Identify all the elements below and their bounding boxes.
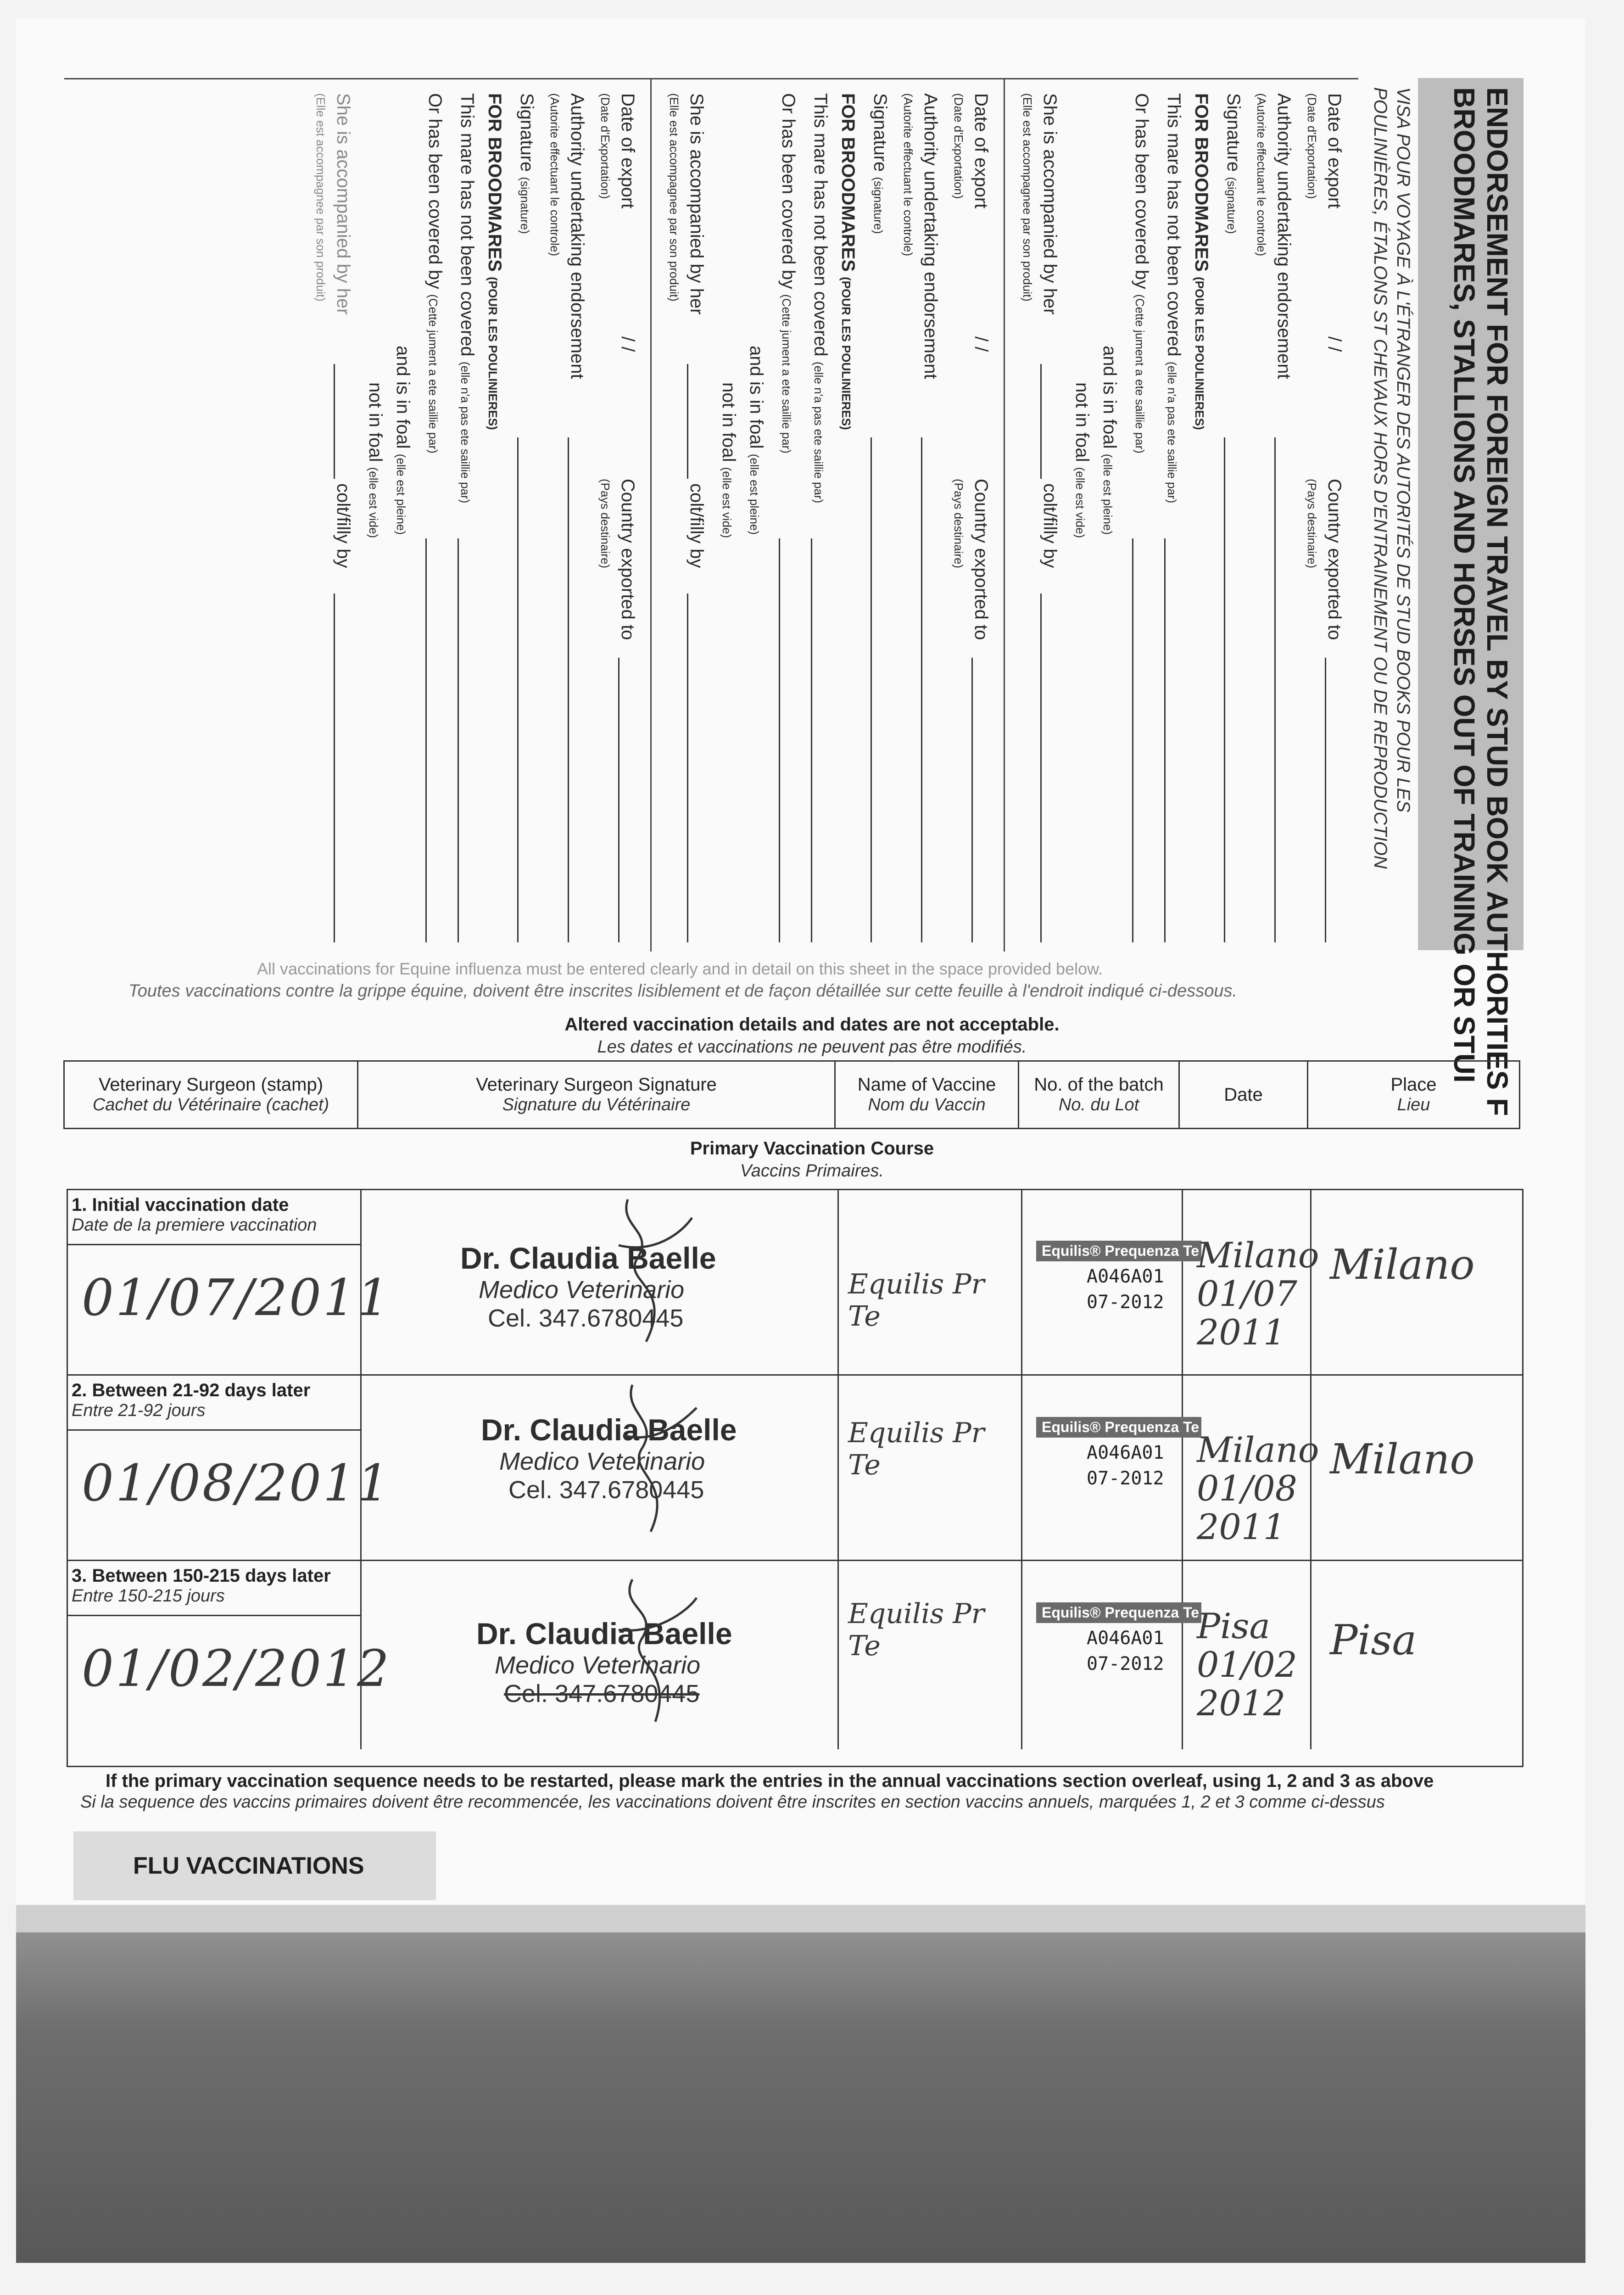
vaccine-name: Equilis Pr Te xyxy=(848,1598,985,1662)
date-slashes: / / xyxy=(618,336,638,352)
date-cell xyxy=(68,1561,391,1749)
not-covered-line[interactable] xyxy=(458,538,459,942)
table-row xyxy=(68,1190,1522,1376)
accompanied-label: She is accompanied by her (Elle est accompagnee par son produit) xyxy=(314,93,353,315)
colt-filly-label: colt/filly by xyxy=(686,483,707,568)
place-text: Pisa xyxy=(1330,1616,1417,1664)
not-in-foal-label: not in foal (elle est vide) xyxy=(365,382,385,538)
place-cell xyxy=(1311,1376,1522,1560)
place-cell xyxy=(1311,1561,1522,1749)
vaccine-name: Equilis Pr Te xyxy=(848,1417,985,1481)
in-foal-label: and is in foal (elle est pleine) xyxy=(746,346,766,535)
divider xyxy=(650,79,652,952)
date-slashes: / / xyxy=(971,336,991,352)
vet-stamp: Dr. Claudia Baelle Medico Veterinario Cel. 347.6780445 xyxy=(481,1413,737,1504)
handwritten-date: 01/08/2011 xyxy=(82,1454,391,1512)
batch-cell xyxy=(1022,1376,1200,1560)
for-broodmares-heading: FOR BROODMARES (POUR LES POULINIERES) xyxy=(485,93,505,430)
table-row xyxy=(68,1376,1522,1561)
vet-signature xyxy=(481,1376,756,1541)
date-cell xyxy=(68,1376,391,1560)
endorsement-title-line2: BROODMARES, STALLIONS AND HORSES OUT OF TRAINING OR STUI xyxy=(1448,87,1481,1083)
handwritten-date: 01/02/2012 xyxy=(82,1639,391,1698)
in-foal-label: and is in foal (elle est pleine) xyxy=(393,346,413,535)
written-date: Pisa 01/02 2012 xyxy=(1197,1606,1298,1724)
not-covered-label: This mare has not been covered (elle n'a pas ete saillie par) xyxy=(1164,93,1184,504)
divider xyxy=(1004,79,1005,952)
for-broodmares-heading: FOR BROODMARES (POUR LES POULINIERES) xyxy=(838,93,858,430)
place-text: Milano xyxy=(1330,1435,1475,1483)
covered-by-line[interactable] xyxy=(1132,538,1133,942)
date-of-export-label: Date of export (Date d'Exportation) xyxy=(1305,93,1345,209)
date-of-export-label: Date of export (Date d'Exportation) xyxy=(952,93,991,209)
covered-by-line[interactable] xyxy=(425,538,427,942)
for-broodmares-heading: FOR BROODMARES (POUR LES POULINIERES) xyxy=(1191,93,1211,430)
vaccine-cell xyxy=(839,1376,1022,1560)
restart-note-en: If the primary vaccination sequence needs to be restarted, please mark the entries in the annual vaccinations section overleaf, using 1, 2 and 3 as above xyxy=(106,1771,1434,1791)
date-written-cell xyxy=(1183,1376,1319,1560)
accompanied-label: She is accompanied by her (Elle est accompagnee par son produit) xyxy=(667,93,707,315)
in-foal-label: and is in foal (elle est pleine) xyxy=(1099,346,1120,535)
place-text: Milano xyxy=(1330,1241,1475,1289)
altered-warning-en: Altered vaccination details and dates are not acceptable. xyxy=(564,1014,1060,1035)
written-date: Milano 01/07 2011 xyxy=(1197,1235,1319,1353)
restart-note-fr: Si la sequence des vaccins primaires doivent être recommencée, les vaccinations doivent être inscrites en section vaccins annuels, marquées 1, 2 et 3 comme ci-dessus xyxy=(80,1792,1385,1812)
signature-line[interactable] xyxy=(1224,437,1225,942)
accompanied-line[interactable] xyxy=(1040,364,1042,479)
header-date: Date xyxy=(1180,1062,1308,1128)
date-of-export-label: Date of export (Date d'Exportation) xyxy=(598,93,638,209)
primary-vaccination-table xyxy=(67,1189,1524,1767)
endorsement-subtitle-line2: POULINIÈRES, ÉTALONS ST CHEVAUX HORS D'ENTRAINEMENT OU DE REPRODUCTION xyxy=(1370,87,1390,869)
header-stamp: Veterinary Surgeon (stamp) Cachet du Vétérinaire (cachet) xyxy=(65,1062,358,1128)
date-written-cell xyxy=(1183,1190,1319,1374)
vaccine-cell xyxy=(839,1190,1022,1374)
vet-signature xyxy=(481,1190,756,1355)
header-signature: Veterinary Surgeon Signature Signature du Vétérinaire xyxy=(358,1062,836,1128)
date-cell xyxy=(68,1190,391,1374)
covered-by-line[interactable] xyxy=(779,538,780,942)
country-line[interactable] xyxy=(618,658,619,942)
endorsement-subtitle-line1: VISA POUR VOYAGE À L'ÉTRANGER DES AUTORITÉS DE STUD BOOKS POUR LES xyxy=(1393,87,1413,812)
authority-line[interactable] xyxy=(568,437,569,942)
vaccine-name: Equilis Pr Te xyxy=(848,1268,985,1332)
colt-filly-label: colt/filly by xyxy=(1040,483,1060,568)
authority-label: Authority undertaking endorsement (Autorite effectuant le controle) xyxy=(548,93,587,379)
date-written-cell xyxy=(1183,1561,1311,1749)
accompanied-label: She is accompanied by her (Elle est accompagnee par son produit) xyxy=(1021,93,1060,315)
vet-signature xyxy=(481,1561,756,1726)
country-line[interactable] xyxy=(971,658,973,942)
not-covered-line[interactable] xyxy=(1164,538,1166,942)
not-covered-label: This mare has not been covered (elle n'a pas ete saillie par) xyxy=(810,93,831,504)
colt-filly-line[interactable] xyxy=(1040,593,1042,942)
country-line[interactable] xyxy=(1325,658,1326,942)
signature-label: Signature (signature) xyxy=(1223,93,1244,234)
covered-by-label: Or has been covered by (Cette jument a ete saillie par) xyxy=(778,93,798,453)
row-label: 3. Between 150-215 days later Entre 150-215 jours xyxy=(72,1566,331,1606)
not-in-foal-label: not in foal (elle est vide) xyxy=(1072,382,1092,538)
vet-stamp: Dr. Claudia Baelle Medico Veterinario Cel. 347.6780445 xyxy=(460,1241,716,1332)
place-cell xyxy=(1311,1190,1522,1374)
influenza-warning-en: All vaccinations for Equine influenza must be entered clearly and in detail on this sheet in the space provided below. xyxy=(257,959,1103,978)
vaccination-header-table xyxy=(63,1060,1520,1129)
authority-label: Authority undertaking endorsement (Autorite effectuant le controle) xyxy=(1255,93,1294,379)
row-label: 1. Initial vaccination date Date de la premiere vaccination xyxy=(72,1195,317,1235)
batch-label-sticker: Equilis® Prequenza Te A046A01 07-2012 xyxy=(1036,1417,1201,1532)
vet-stamp: Dr. Claudia Baelle Medico Veterinario Cel. 347.6780445 xyxy=(476,1617,732,1707)
vaccine-cell xyxy=(839,1561,1022,1749)
colt-filly-line[interactable] xyxy=(334,593,335,942)
country-exported-label: Country exported to (Pays destinaire) xyxy=(598,479,638,640)
endorsement-title-line1: ENDORSEMENT FOR FOREIGN TRAVEL BY STUD BOOK AUTHORITIES F xyxy=(1481,87,1514,1116)
not-in-foal-label: not in foal (elle est vide) xyxy=(719,382,739,538)
colt-filly-label: colt/filly by xyxy=(333,483,353,568)
primary-course-subtitle: Vaccins Primaires. xyxy=(740,1161,884,1181)
authority-line[interactable] xyxy=(1274,437,1276,942)
country-exported-label: Country exported to (Pays destinaire) xyxy=(952,479,991,640)
scan-shadow xyxy=(16,1905,1585,2263)
stamp-signature-cell xyxy=(362,1190,839,1374)
signature-label: Signature (signature) xyxy=(517,93,537,234)
signature-line[interactable] xyxy=(871,437,872,942)
accompanied-line[interactable] xyxy=(334,364,335,479)
country-exported-label: Country exported to (Pays destinaire) xyxy=(1305,479,1345,640)
handwritten-date: 01/07/2011 xyxy=(82,1268,391,1327)
header-vaccine: Name of Vaccine Nom du Vaccin xyxy=(836,1062,1019,1128)
authority-line[interactable] xyxy=(921,437,922,942)
colt-filly-line[interactable] xyxy=(687,593,688,942)
batch-cell xyxy=(1022,1190,1200,1374)
batch-label-sticker: Equilis® Prequenza Te A046A01 07-2012 xyxy=(1036,1602,1201,1717)
authority-label: Authority undertaking endorsement (Autorite effectuant le controle) xyxy=(901,93,941,379)
row-label: 2. Between 21-92 days later Entre 21-92 jours xyxy=(72,1380,311,1420)
header-batch: No. of the batch No. du Lot xyxy=(1019,1062,1180,1128)
primary-course-title: Primary Vaccination Course xyxy=(690,1138,934,1159)
signature-label: Signature (signature) xyxy=(870,93,890,234)
table-row xyxy=(68,1561,1522,1749)
batch-label-sticker: Equilis® Prequenza Te A046A01 07-2012 xyxy=(1036,1241,1201,1355)
covered-by-label: Or has been covered by (Cette jument a ete saillie par) xyxy=(1132,93,1152,453)
not-covered-line[interactable] xyxy=(811,538,812,942)
not-covered-label: This mare has not been covered (elle n'a pas ete saillie par) xyxy=(457,93,477,504)
endorsement-form xyxy=(64,78,1358,952)
influenza-warning-fr: Toutes vaccinations contre la grippe équine, doivent être inscrites lisiblement et de façon détaillée sur cette feuille à l'endroit indiqué ci-dessous. xyxy=(128,981,1238,1001)
flu-vaccinations-tab xyxy=(73,1831,436,1900)
stamp-signature-cell xyxy=(362,1376,839,1560)
covered-by-label: Or has been covered by (Cette jument a ete saillie par) xyxy=(425,93,445,453)
accompanied-line[interactable] xyxy=(687,364,688,479)
stamp-signature-cell xyxy=(362,1561,839,1749)
flu-vaccinations-heading: FLU VACCINATIONS xyxy=(133,1853,364,1879)
written-date: Milano 01/08 2011 xyxy=(1197,1429,1319,1547)
date-slashes: / / xyxy=(1324,336,1345,352)
header-place: Place Lieu xyxy=(1390,1075,1437,1114)
signature-line[interactable] xyxy=(517,437,519,942)
batch-cell xyxy=(1022,1561,1200,1749)
altered-warning-fr: Les dates et vaccinations ne peuvent pas être modifiés. xyxy=(597,1037,1027,1057)
